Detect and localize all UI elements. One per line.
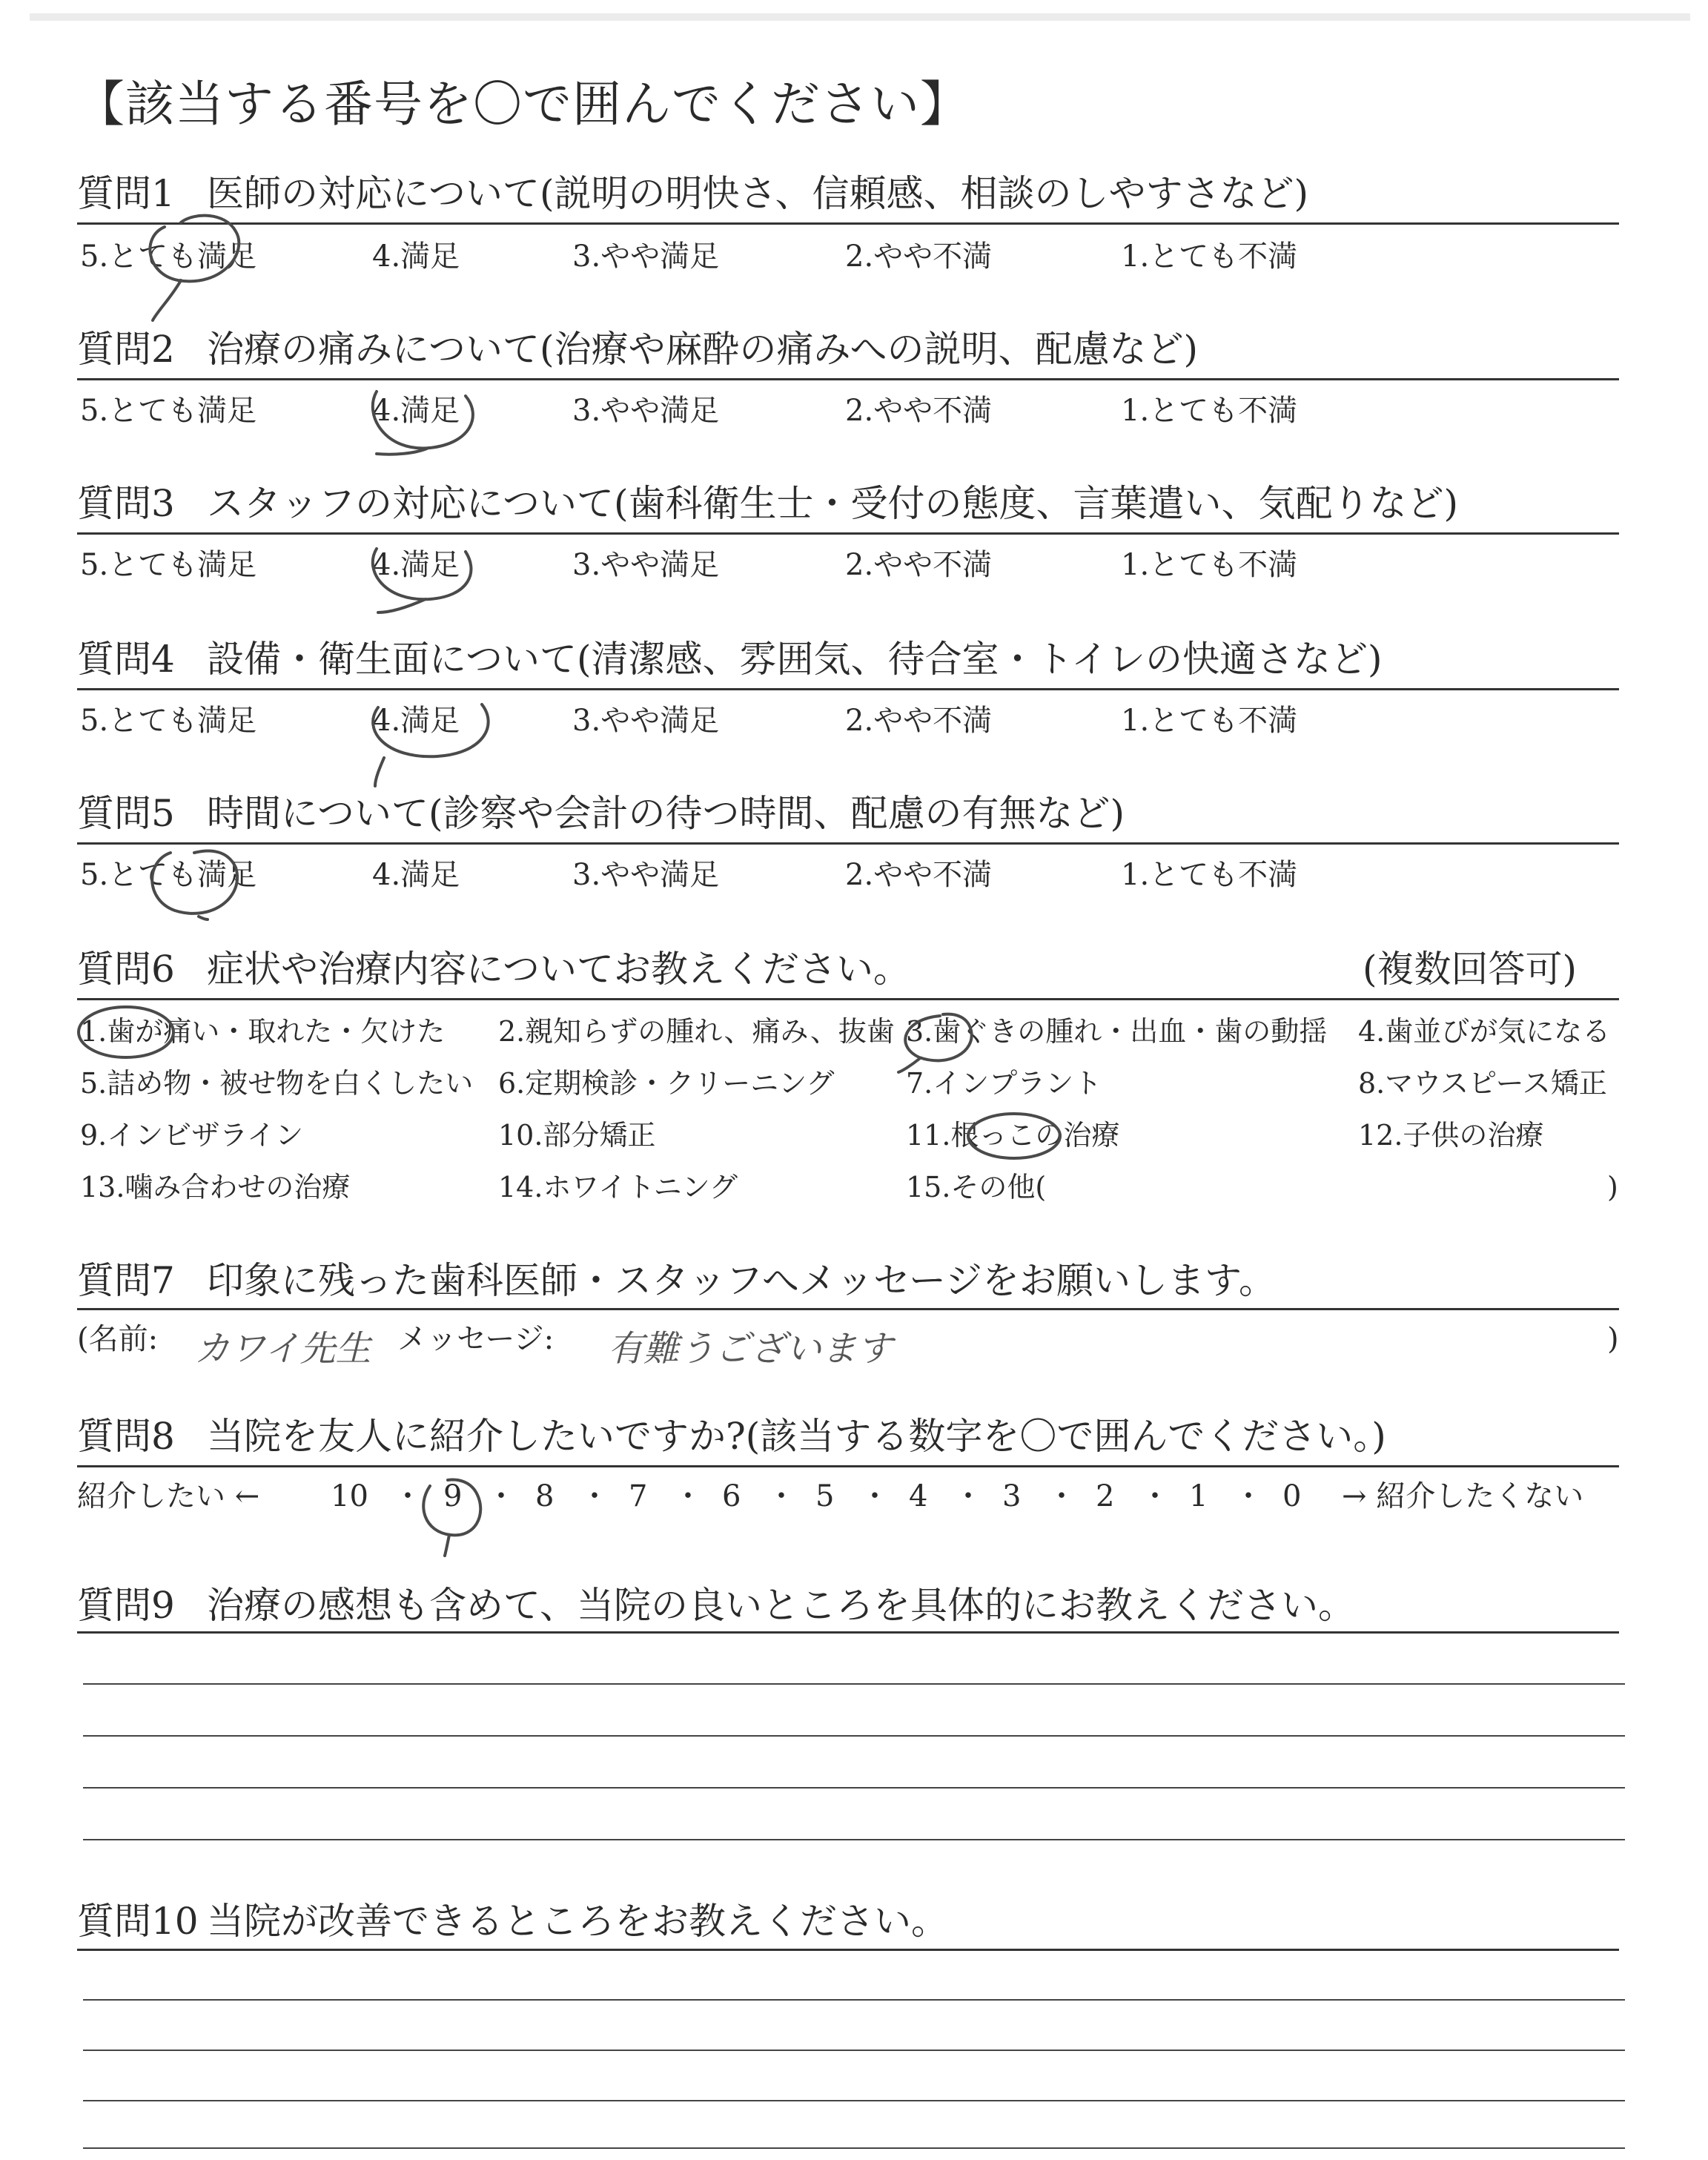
writing-line[interactable] [83, 2050, 1625, 2051]
multiple-answers-note: (複数回答可) [1363, 948, 1578, 991]
question-text: 印象に残った歯科医師・スタッフへメッセージをお願いします。 [207, 1259, 1276, 1302]
score-10[interactable]: 10 [331, 1479, 368, 1513]
question-10 [77, 1900, 948, 1943]
writing-line[interactable] [83, 1839, 1625, 1840]
writing-line[interactable] [83, 1787, 1625, 1789]
question-number: 質問4 [77, 638, 175, 681]
score-separator: ・ [953, 1479, 983, 1513]
q6-option-7[interactable]: 7.インプラント [906, 1067, 1102, 1100]
q4-option-4[interactable]: 4.満足 [372, 704, 460, 738]
q6-option-8[interactable]: 8.マウスピース矯正 [1358, 1067, 1607, 1100]
question-text: 症状や治療内容についてお教えください。 [207, 948, 910, 991]
handwritten-message[interactable]: 有難うございます [608, 1328, 893, 1370]
q6-option-10[interactable]: 10.部分矯正 [498, 1119, 656, 1152]
q1-option-3[interactable]: 3.やや満足 [572, 240, 720, 274]
q5-option-2[interactable]: 2.やや不満 [845, 858, 993, 892]
q4-option-5[interactable]: 5.とても満足 [80, 704, 257, 738]
recommend-label: 紹介したい ← [77, 1479, 260, 1513]
writing-line[interactable] [83, 1999, 1625, 2001]
question-number: 質問8 [77, 1415, 175, 1458]
message-close-paren: ) [1607, 1322, 1619, 1356]
score-2[interactable]: 2 [1096, 1479, 1115, 1513]
q6-option-13[interactable]: 13.噛み合わせの治療 [80, 1171, 351, 1203]
score-1[interactable]: 1 [1189, 1479, 1208, 1513]
question-number: 質問10 [77, 1900, 199, 1943]
question-number: 質問2 [77, 328, 175, 371]
writing-line[interactable] [83, 1735, 1625, 1737]
writing-line[interactable] [83, 1683, 1625, 1685]
message-label: メッセージ: [397, 1322, 555, 1356]
q6-option-9[interactable]: 9.インビザライン [80, 1119, 304, 1152]
q5-option-5[interactable]: 5.とても満足 [80, 858, 257, 892]
question-5 [77, 792, 1125, 835]
score-separator: ・ [580, 1479, 609, 1513]
question-number: 質問7 [77, 1259, 175, 1302]
score-separator: ・ [1234, 1479, 1263, 1513]
question-8 [77, 1415, 1386, 1458]
question-rule [77, 998, 1619, 1000]
question-text: 設備・衛生面について(清潔感、雰囲気、待合室・トイレの快適さなど) [207, 638, 1383, 681]
question-6 [77, 948, 910, 991]
score-separator: ・ [860, 1479, 890, 1513]
q3-option-5[interactable]: 5.とても満足 [80, 548, 257, 582]
score-separator: ・ [486, 1479, 516, 1513]
q2-option-1[interactable]: 1.とても不満 [1121, 394, 1298, 428]
score-6[interactable]: 6 [722, 1479, 741, 1513]
question-rule [77, 688, 1619, 690]
q1-option-5[interactable]: 5.とても満足 [80, 240, 257, 274]
question-number: 質問9 [77, 1584, 175, 1627]
q1-option-2[interactable]: 2.やや不満 [845, 240, 993, 274]
question-9 [77, 1584, 1355, 1627]
q6-option-15[interactable]: 15.その他( [906, 1171, 1047, 1203]
question-rule [77, 1465, 1619, 1467]
question-1 [77, 172, 1309, 215]
q2-option-5[interactable]: 5.とても満足 [80, 394, 257, 428]
score-separator: ・ [767, 1479, 796, 1513]
score-3[interactable]: 3 [1002, 1479, 1022, 1513]
question-4 [77, 638, 1383, 681]
question-rule [77, 842, 1619, 845]
q5-option-1[interactable]: 1.とても不満 [1121, 858, 1298, 892]
question-2 [77, 328, 1199, 371]
question-rule [77, 1308, 1619, 1310]
q6-option-5[interactable]: 5.詰め物・被せ物を白くしたい [80, 1067, 474, 1100]
score-separator: ・ [673, 1479, 703, 1513]
not-recommend-label: → 紹介したくない [1342, 1479, 1584, 1513]
score-5[interactable]: 5 [815, 1479, 835, 1513]
question-text: 治療の痛みについて(治療や麻酔の痛みへの説明、配慮など) [207, 328, 1199, 371]
question-number: 質問1 [77, 172, 175, 215]
question-text: 当院を友人に紹介したいですか?(該当する数字を〇で囲んでください。) [207, 1415, 1386, 1458]
q3-option-2[interactable]: 2.やや不満 [845, 548, 993, 582]
q6-option-1[interactable]: 1.歯が痛い・取れた・欠けた [80, 1015, 446, 1048]
q2-option-4[interactable]: 4.満足 [372, 394, 460, 428]
q4-option-3[interactable]: 3.やや満足 [572, 704, 720, 738]
question-7 [77, 1259, 1276, 1302]
question-text: スタッフの対応について(歯科衛生士・受付の態度、言葉遣い、気配りなど) [207, 482, 1459, 525]
question-number: 質問6 [77, 948, 175, 991]
handwritten-name[interactable]: カワイ先生 [194, 1328, 371, 1370]
question-text: 時間について(診察や会計の待つ時間、配慮の有無など) [207, 792, 1125, 835]
question-rule [77, 378, 1619, 380]
question-number: 質問5 [77, 792, 175, 835]
score-9[interactable]: 9 [443, 1479, 463, 1513]
page-title: 【該当する番号を〇で囲んでください】 [76, 76, 970, 133]
q4-option-1[interactable]: 1.とても不満 [1121, 704, 1298, 738]
question-text: 当院が改善できるところをお教えください。 [207, 1900, 948, 1943]
q4-option-2[interactable]: 2.やや不満 [845, 704, 993, 738]
q6-option-4[interactable]: 4.歯並びが気になる [1358, 1015, 1611, 1048]
q6-option-2[interactable]: 2.親知らずの腫れ、痛み、抜歯 [498, 1015, 895, 1048]
other-close-paren: ) [1607, 1171, 1618, 1203]
question-text: 医師の対応について(説明の明快さ、信頼感、相談のしやすさなど) [207, 172, 1309, 215]
scan-edge [30, 13, 1690, 21]
q1-option-4[interactable]: 4.満足 [372, 240, 460, 274]
q6-option-6[interactable]: 6.定期検診・クリーニング [498, 1067, 835, 1100]
score-separator: ・ [1140, 1479, 1170, 1513]
score-separator: ・ [1047, 1479, 1076, 1513]
q5-option-4[interactable]: 4.満足 [372, 858, 460, 892]
score-0[interactable]: 0 [1282, 1479, 1302, 1513]
q1-option-1[interactable]: 1.とても不満 [1121, 240, 1298, 274]
question-rule [77, 532, 1619, 535]
writing-line[interactable] [83, 2147, 1625, 2149]
question-number: 質問3 [77, 482, 175, 525]
writing-line[interactable] [83, 2100, 1625, 2101]
score-separator: ・ [393, 1479, 423, 1513]
question-rule [77, 1631, 1619, 1634]
q3-option-4[interactable]: 4.満足 [372, 548, 460, 582]
q6-option-3[interactable]: 3.歯ぐきの腫れ・出血・歯の動揺 [906, 1015, 1328, 1048]
q2-option-3[interactable]: 3.やや満足 [572, 394, 720, 428]
q5-option-3[interactable]: 3.やや満足 [572, 858, 720, 892]
score-4[interactable]: 4 [909, 1479, 928, 1513]
name-label: (名前: [77, 1322, 159, 1356]
question-rule [77, 1949, 1619, 1951]
q3-option-3[interactable]: 3.やや満足 [572, 548, 720, 582]
question-rule [77, 222, 1619, 225]
question-3 [77, 482, 1459, 525]
score-8[interactable]: 8 [535, 1479, 555, 1513]
question-text: 治療の感想も含めて、当院の良いところを具体的にお教えください。 [207, 1584, 1355, 1627]
score-7[interactable]: 7 [629, 1479, 648, 1513]
q6-option-11[interactable]: 11.根っこの治療 [906, 1119, 1120, 1152]
q6-option-14[interactable]: 14.ホワイトニング [498, 1171, 738, 1203]
q3-option-1[interactable]: 1.とても不満 [1121, 548, 1298, 582]
q2-option-2[interactable]: 2.やや不満 [845, 394, 993, 428]
q6-option-12[interactable]: 12.子供の治療 [1358, 1119, 1544, 1152]
